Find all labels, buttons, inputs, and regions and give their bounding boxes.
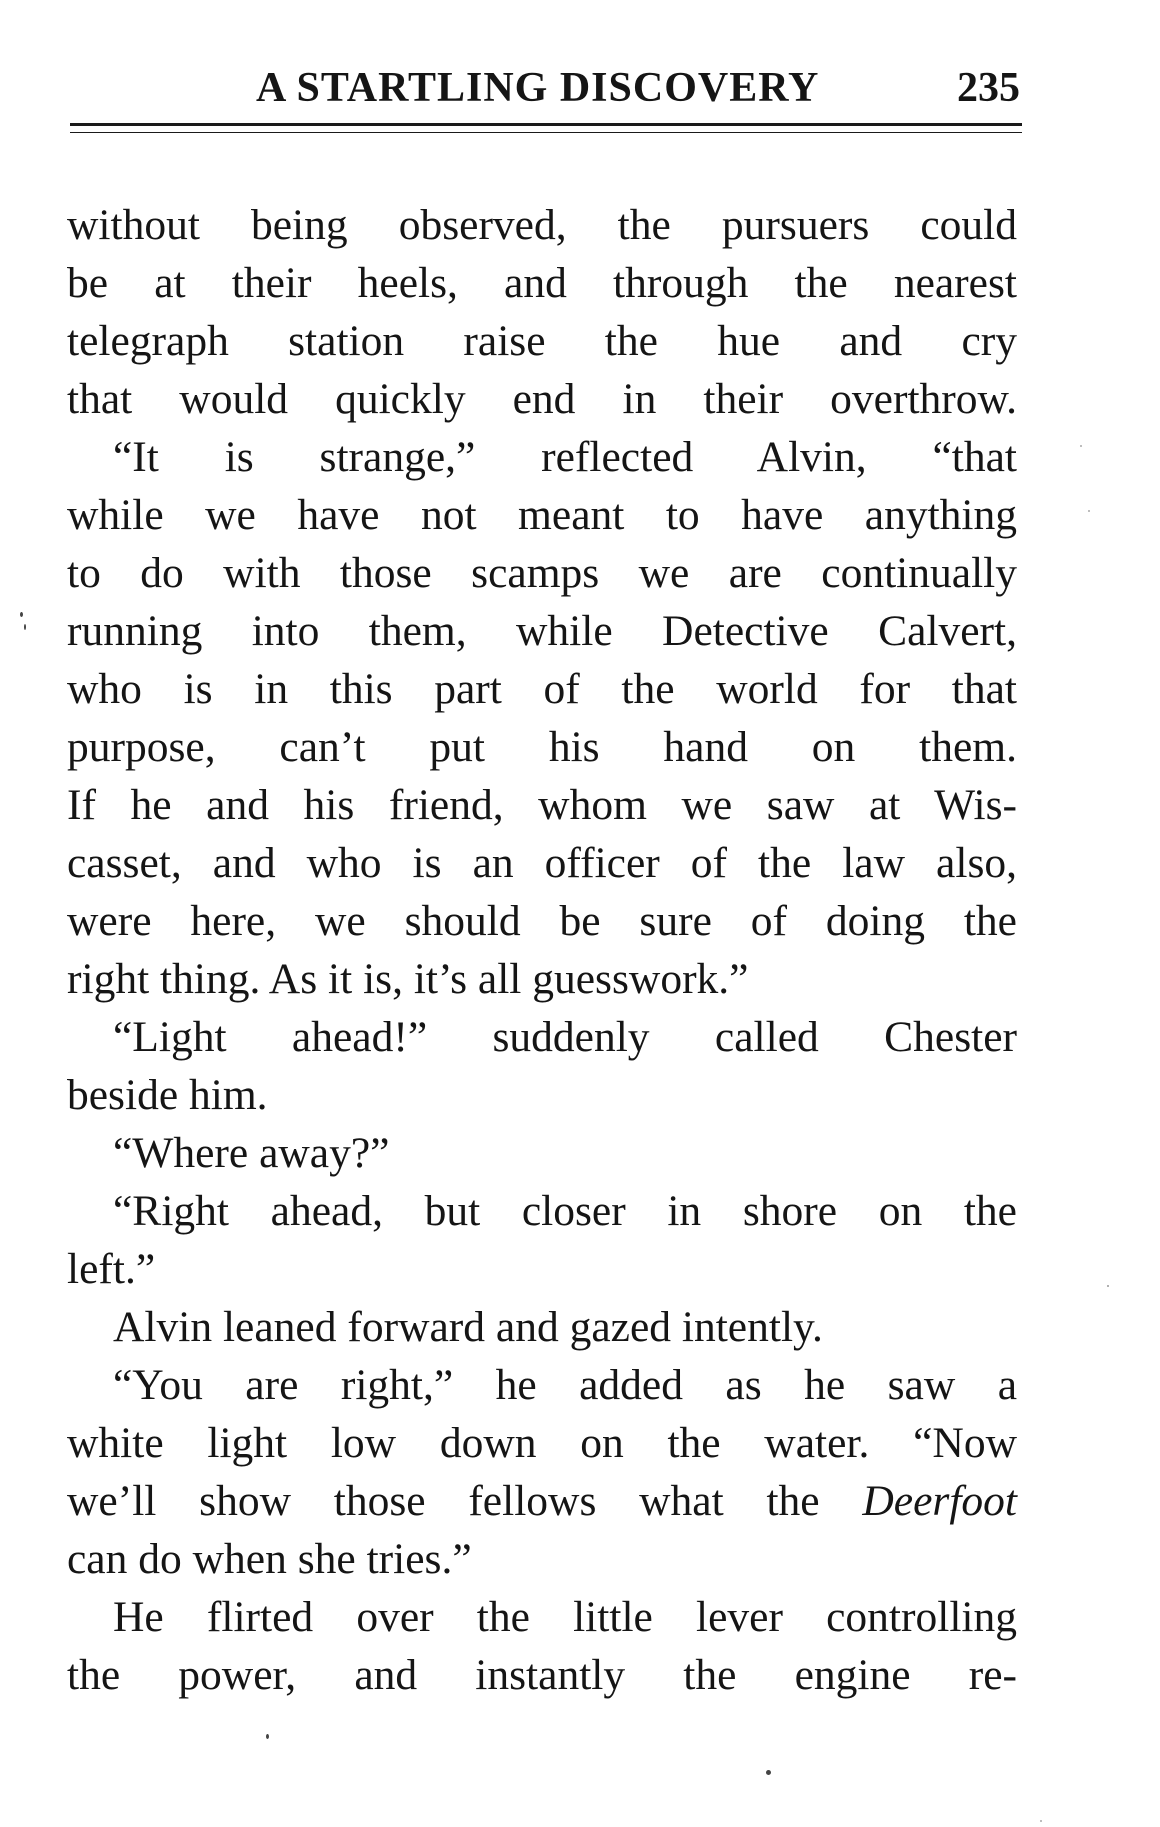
text-line: “It is strange,” reflected Alvin, “that [113,433,1017,481]
text-line-part: we’ll show those fellows what the [67,1477,820,1525]
text-line: the power, and instantly the engine re- [67,1651,1017,1699]
text-line: while we have not meant to have anything [67,491,1017,539]
body-text [67,196,1017,1704]
text-line: beside him. [67,1071,268,1119]
text-line: that would quickly end in their overthrow. [67,375,1017,423]
page-number: 235 [957,65,1020,111]
text-line: right thing. As it is, it’s all guesswork.” [67,955,749,1003]
boat-name: Deerfoot [862,1477,1017,1525]
text-line: purpose, can’t put his hand on them. [67,723,1017,771]
text-line: telegraph station raise the hue and cry [67,317,1017,365]
header-rule-thick [70,123,1022,126]
text-line: “Right ahead, but closer in shore on the [113,1187,1017,1235]
text-line: without being observed, the pursuers could [67,201,1017,249]
text-line: who is in this part of the world for that [67,665,1017,713]
text-line: “You are right,” he added as he saw a [113,1361,1017,1409]
text-line: be at their heels, and through the nearest [67,259,1017,307]
text-line: running into them, while Detective Calvert, [67,607,1017,655]
text-line: If he and his friend, whom we saw at Wis- [67,781,1017,829]
text-line: can do when she tries.” [67,1535,472,1583]
text-line: Alvin leaned forward and gazed intently. [113,1303,823,1351]
text-line: He flirted over the little lever controlling [113,1593,1017,1641]
text-line-with-italic [67,1472,1017,1530]
text-line: casset, and who is an officer of the law also, [67,839,1017,887]
text-line: were here, we should be sure of doing the [67,897,1017,945]
header-rule-thin [70,132,1022,133]
text-line: to do with those scamps we are continually [67,549,1017,597]
text-line: white light low down on the water. “Now [67,1419,1017,1467]
running-head [70,60,1020,112]
text-line: “Where away?” [113,1129,390,1177]
text-line: left.” [67,1245,156,1293]
text-line: “Light ahead!” suddenly called Chester [113,1013,1017,1061]
chapter-title: A STARTLING DISCOVERY [256,65,820,111]
